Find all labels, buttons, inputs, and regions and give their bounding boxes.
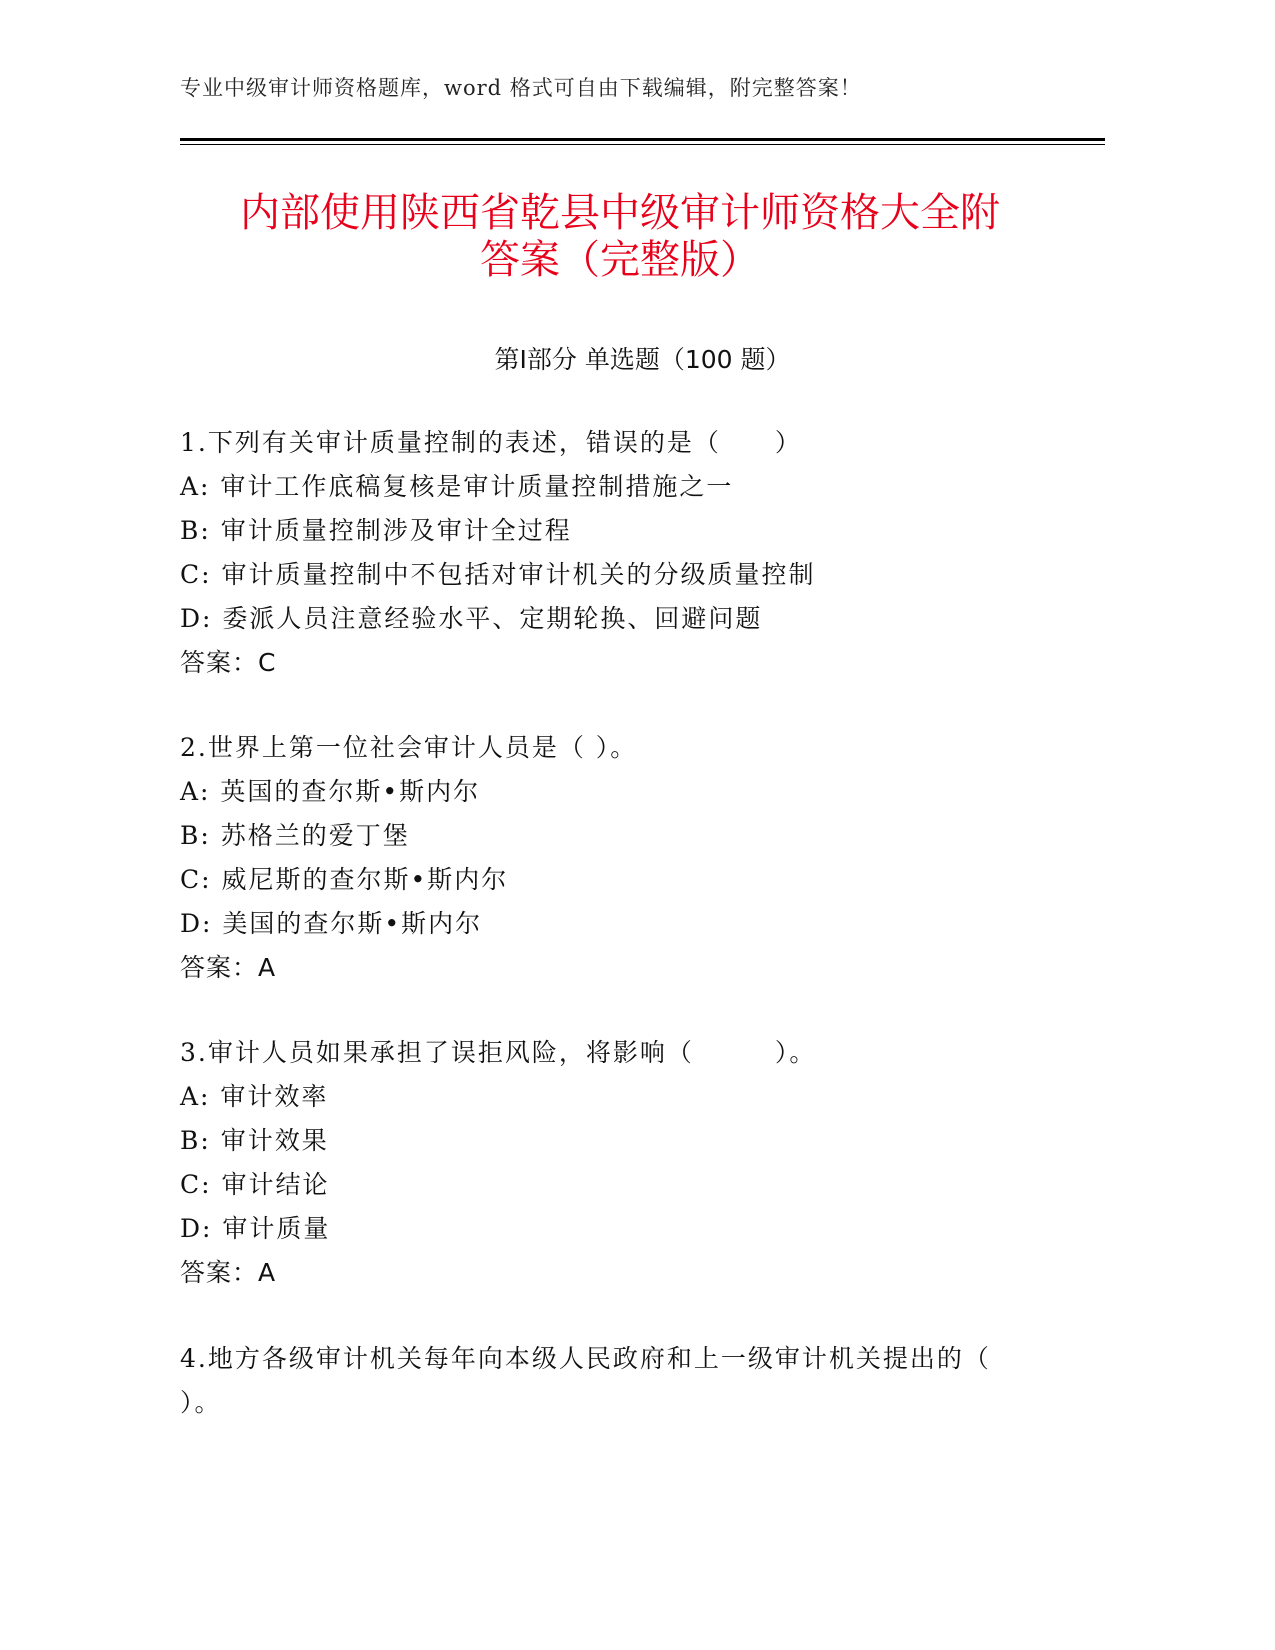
question-4 [180, 1337, 1010, 1425]
option-a: A: 审计工作底稿复核是审计质量控制措施之一 [180, 472, 734, 501]
document-title-line-1: 内部使用陕西省乾县中级审计师资格大全附 [240, 190, 1000, 236]
answer: 答案：A [180, 1258, 277, 1287]
option-c: C: 审计结论 [180, 1170, 330, 1199]
document-title-line-2: 答案（完整版） [480, 237, 760, 283]
question-3 [180, 1031, 1040, 1295]
option-c: C: 审计质量控制中不包括对审计机关的分级质量控制 [180, 560, 816, 589]
header-rule-thin [180, 144, 1105, 145]
section-title: 第Ⅰ部分 单选题（100 题） [494, 345, 791, 374]
option-a: A: 审计效率 [180, 1082, 329, 1111]
option-a: A: 英国的查尔斯•斯内尔 [180, 777, 481, 806]
question-1 [180, 421, 1040, 685]
option-b: B: 审计效果 [180, 1126, 329, 1155]
option-d: D: 委派人员注意经验水平、定期轮换、回避问题 [180, 604, 763, 633]
answer: 答案：C [180, 648, 277, 677]
header-note: 专业中级审计师资格题库，word 格式可自由下载编辑，附完整答案！ [180, 76, 862, 100]
question-stem: 1.下列有关审计质量控制的表述，错误的是（ ） [180, 428, 802, 457]
question-stem: 2.世界上第一位社会审计人员是（ ）。 [180, 733, 638, 762]
question-2 [180, 726, 1040, 990]
document-title [150, 190, 1090, 284]
option-b: B: 审计质量控制涉及审计全过程 [180, 516, 572, 545]
option-c: C: 威尼斯的查尔斯•斯内尔 [180, 865, 509, 894]
option-d: D: 美国的查尔斯•斯内尔 [180, 909, 483, 938]
answer: 答案：A [180, 953, 277, 982]
question-stem: 3.审计人员如果承担了误拒风险，将影响（ ）。 [180, 1038, 817, 1067]
header-rule-thick [180, 138, 1105, 141]
question-stem: 4.地方各级审计机关每年向本级人民政府和上一级审计机关提出的（ ）。 [180, 1344, 991, 1417]
option-b: B: 苏格兰的爱丁堡 [180, 821, 410, 850]
option-d: D: 审计质量 [180, 1214, 331, 1243]
